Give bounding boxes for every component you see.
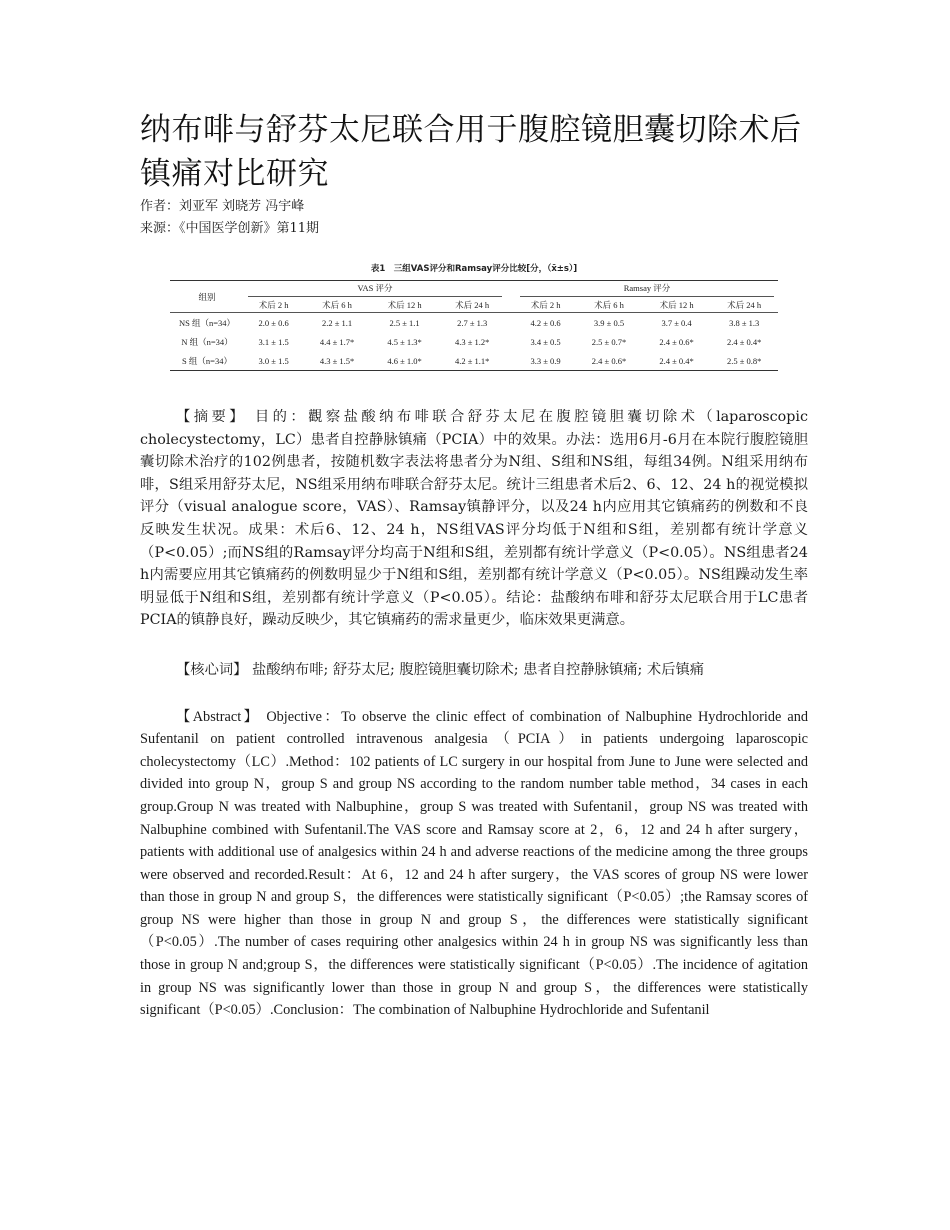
time-header: 术后 2 h [516,297,575,313]
group-cell: N 组（n=34） [181,336,233,347]
authors-value: 刘亚军 刘晓芳 冯宇峰 [179,199,305,214]
table-cell: 2.5 ± 0.8* [710,351,778,371]
table-row [170,313,778,333]
abstract-en: 【Abstract】 Objective：To observe the clinic effect of combination of Nalbuphine Hydrochloride and Sufentanil on patient controlled intravenous analgesia（PCIA）in patients undergoing laparoscopic cholecystectomy（LC）.Method：102 patients of LC surgery in our hospital from June to June were selected and divided into group N，group S and group NS according to the random number table method，34 cases in each group.Group N was treated with Nalbuphine，group S was treated with Sufentanil，group NS was treated with Nalbuphine combined with Sufentanil.The VAS score and Ramsay score at 2，6，12 and 24 h after surgery，patients with additional use of analgesics within 24 h and adverse reactions of the medicine among the three groups were observed and recorded.Result：At 6，12 and 24 h after surgery，the VAS scores of group NS were lower than those in group N and group S，the differences were statistically significant（P<0.05）;the Ramsay scores of group NS were higher than those in group N and group S，the differences were statistically significant（P<0.05）.The number of cases requiring other analgesics within 24 h in group NS was significantly less than those in group N and;group S，the differences were statistically significant（P<0.05）.The incidence of agitation in group NS was significantly lower than those in group N and group S，the differences were statistically significant（P<0.05）.Conclusion：The combination of Nalbuphine Hydrochloride and Sufentanil [140,708,808,1019]
time-header: 术后 6 h [575,297,643,313]
group-cell: NS 组（n=34） [178,317,236,328]
table-cell: 4.2 ± 0.6 [530,317,561,328]
source-value: 《中国医学创新》第11期 [179,221,320,236]
article [140,108,808,1022]
time-header: 术后 24 h [438,297,506,313]
table-cell: 3.7 ± 0.4 [661,317,692,328]
ramsay-header [516,281,778,298]
time-header: 术后 6 h [303,297,371,313]
table-figure [170,262,778,371]
table-row [170,332,778,351]
table-cell: 2.7 ± 1.3 [457,317,488,328]
table-cell: 3.1 ± 1.5 [258,336,289,347]
group-cell: S 组（n=34） [170,351,244,371]
table-cell: 2.5 ± 1.1 [389,317,420,328]
table-cell: 2.5 ± 0.7* [591,336,627,347]
table-cell: 4.2 ± 1.1* [438,351,506,371]
keywords-cn: 【核心词】 盐酸纳布啡; 舒芬太尼; 腹腔镜胆囊切除术; 患者自控静脉镇痛; 术后镇痛 [176,661,705,678]
table-cell: 3.8 ± 1.3 [729,317,760,328]
table-cell: 4.4 ± 1.7* [319,336,355,347]
table-cell: 2.4 ± 0.4* [726,336,762,347]
table-cell: 3.3 ± 0.9 [516,351,575,371]
vas-header [244,281,506,298]
article-title: 纳布啡与舒芬太尼联合用于腹腔镜胆囊切除术后镇痛对比研究 [140,112,802,192]
source-label: 来源： [140,221,180,236]
time-header: 术后 2 h [244,297,303,313]
table-cell: 3.4 ± 0.5 [530,336,561,347]
ramsay-header-label: Ramsay 评分 [520,281,774,297]
time-header: 术后 24 h [710,297,778,313]
table-cell: 3.0 ± 1.5 [244,351,303,371]
table-cell: 3.9 ± 0.5 [593,317,625,328]
table-cell: 2.2 ± 1.1 [321,317,353,328]
time-header: 术后 12 h [371,297,439,313]
vas-header-label: VAS 评分 [248,281,502,297]
authors-label: 作者： [140,199,180,214]
data-table [170,280,778,371]
time-header: 术后 12 h [643,297,711,313]
table-cell: 4.3 ± 1.5* [303,351,371,371]
source-line [140,218,808,240]
authors-line [140,196,808,218]
table-cell: 4.5 ± 1.3* [387,336,422,347]
abstract-cn: 【摘要】 目的：觀察盐酸纳布啡联合舒芬太尼在腹腔镜胆囊切除术（laparoscopic cholecystectomy，LC）患者自控静脉镇痛（PCIA）中的效果。办法：选用6月-6月在本院行腹腔镜胆囊切除术治疗的102例患者，按随机数字表法将患者分为N组、S组和NS组，每组34例。N组采用纳布啡，S组采用舒芬太尼，NS组采用纳布啡联合舒芬太尼。统计三组患者术后2、6、12、24 h的视觉模拟评分（visual analogue score，VAS）、Ramsay镇静评分，以及24 h内应用其它镇痛药的例数和不良反映发生状况。成果：术后6、12、24 h，NS组VAS评分均低于N组和S组，差别都有统计学意义（P<0.05）;而NS组的Ramsay评分均高于N组和S组，差别都有统计学意义（P<0.05）。NS组患者24 h内需要应用其它镇痛药的例数明显少于N组和S组，差别都有统计学意义（P<0.05）。NS组躁动发生率明显低于N组和S组，差别都有统计学意义（P<0.05）。结论：盐酸纳布啡和舒芬太尼联合用于LC患者PCIA的镇静良好，躁动反映少，其它镇痛药的需求量更少，临床效果更满意。 [140,409,808,629]
table-cell: 2.0 ± 0.6 [258,317,289,328]
table-cell: 2.4 ± 0.6* [659,336,694,347]
table-row [170,351,778,371]
table-caption: 表1 三组VAS评分和Ramsay评分比较[分，（x̄±s）] [370,264,578,274]
group-header: 组别 [170,281,244,313]
table-cell: 2.4 ± 0.6* [575,351,643,371]
table-cell: 2.4 ± 0.4* [643,351,711,371]
table-cell: 4.6 ± 1.0* [371,351,439,371]
table-cell: 4.3 ± 1.2* [454,336,490,347]
